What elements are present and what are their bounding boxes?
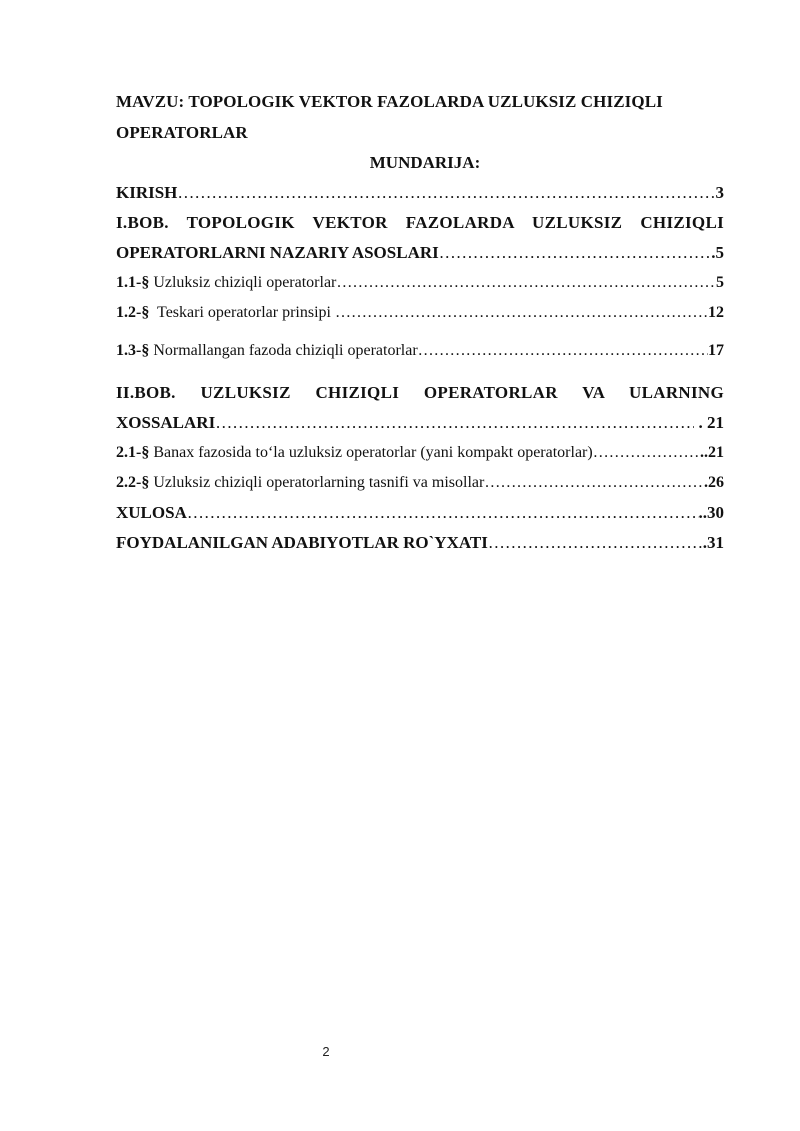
- toc-entry-chapter-2: [116, 408, 724, 438]
- toc-leader-dots: [177, 178, 715, 208]
- toc-entry-label: [116, 468, 484, 498]
- toc-entry-page: 3: [715, 183, 724, 202]
- page-number: 2: [322, 1044, 330, 1059]
- document-title-line-2: OPERATORLAR: [116, 123, 248, 142]
- toc-entry-intro: [116, 178, 724, 208]
- toc-entry-label: [116, 268, 336, 298]
- section-title: Banax fazosida to‘la uzluksiz operatorlar (yani kompakt operatorlar): [149, 444, 593, 461]
- toc-entry-label: OPERATORLARNI NAZARIY ASOSLARI: [116, 243, 439, 262]
- toc-leader-dots: [593, 438, 700, 468]
- toc-entry-page: .31: [702, 533, 724, 552]
- document-title-line-1: MAVZU: TOPOLOGIK VEKTOR FAZOLARDA UZLUKSIZ CHIZIQLI: [116, 92, 663, 111]
- section-title: Uzluksiz chiziqli operatorlar: [149, 274, 337, 291]
- toc-entry-section-1-2: [116, 298, 724, 328]
- toc-entry-label: XULOSA: [116, 503, 187, 522]
- toc-leader-dots: [484, 468, 704, 498]
- toc-entry-section-2-2: [116, 468, 724, 498]
- toc-leader-dots: [335, 298, 708, 328]
- section-title: Normallangan fazoda chiziqli operatorlar: [149, 342, 418, 359]
- toc-entry-page: 17: [708, 342, 724, 359]
- toc-entry-page: . 21: [694, 413, 724, 432]
- toc-leader-dots: [336, 268, 716, 298]
- toc-entry-section-2-1: [116, 438, 724, 468]
- toc-entry-references: [116, 528, 724, 558]
- toc-entry-page: ..21: [700, 444, 724, 461]
- toc-chapter-1-title: I.BOB. TOPOLOGIK VEKTOR FAZOLARDA UZLUKSIZ CHIZIQLI: [116, 213, 724, 232]
- toc-entry-page: .26: [704, 474, 724, 491]
- toc-leader-dots: [215, 408, 694, 438]
- toc-leader-dots: [187, 498, 699, 528]
- section-title: Uzluksiz chiziqli operatorlarning tasnifi va misollar: [149, 474, 485, 491]
- toc-entry-page: 12: [708, 304, 724, 321]
- section-number: 1.1-§: [116, 274, 150, 291]
- toc-entry-label: [116, 438, 593, 468]
- toc-entry-label: [116, 336, 418, 366]
- toc-entry-page: .5: [711, 243, 724, 262]
- section-number: 2.1-§: [116, 444, 150, 461]
- toc-entry-conclusion: [116, 498, 724, 528]
- toc-entry-label: FOYDALANILGAN ADABIYOTLAR RO`YXATI: [116, 533, 488, 552]
- toc-entry-section-1-1: [116, 268, 724, 298]
- toc-leader-dots: [439, 238, 712, 268]
- section-title: Teskari operatorlar prinsipi: [149, 304, 335, 321]
- document-content: [116, 86, 724, 558]
- section-number: 2.2-§: [116, 474, 150, 491]
- section-number: 1.2-§: [116, 304, 150, 321]
- toc-chapter-2-title: II.BOB. UZLUKSIZ CHIZIQLI OPERATORLAR VA ULARNING: [116, 383, 724, 402]
- contents-heading: MUNDARIJA:: [369, 153, 481, 172]
- toc-entry-label: KIRISH: [116, 183, 178, 202]
- toc-entry-chapter-1: [116, 238, 724, 268]
- section-number: 1.3-§: [116, 342, 150, 359]
- toc-entry-section-1-3: [116, 336, 724, 366]
- toc-entry-page: ..30: [698, 503, 724, 522]
- toc-leader-dots: [418, 336, 708, 366]
- toc-entry-label: [116, 298, 335, 328]
- spacer: [116, 328, 724, 336]
- spacer: [116, 366, 724, 378]
- toc-entry-page: 5: [716, 274, 724, 291]
- toc-leader-dots: [488, 528, 703, 558]
- toc-entry-label: XOSSALARI: [116, 413, 216, 432]
